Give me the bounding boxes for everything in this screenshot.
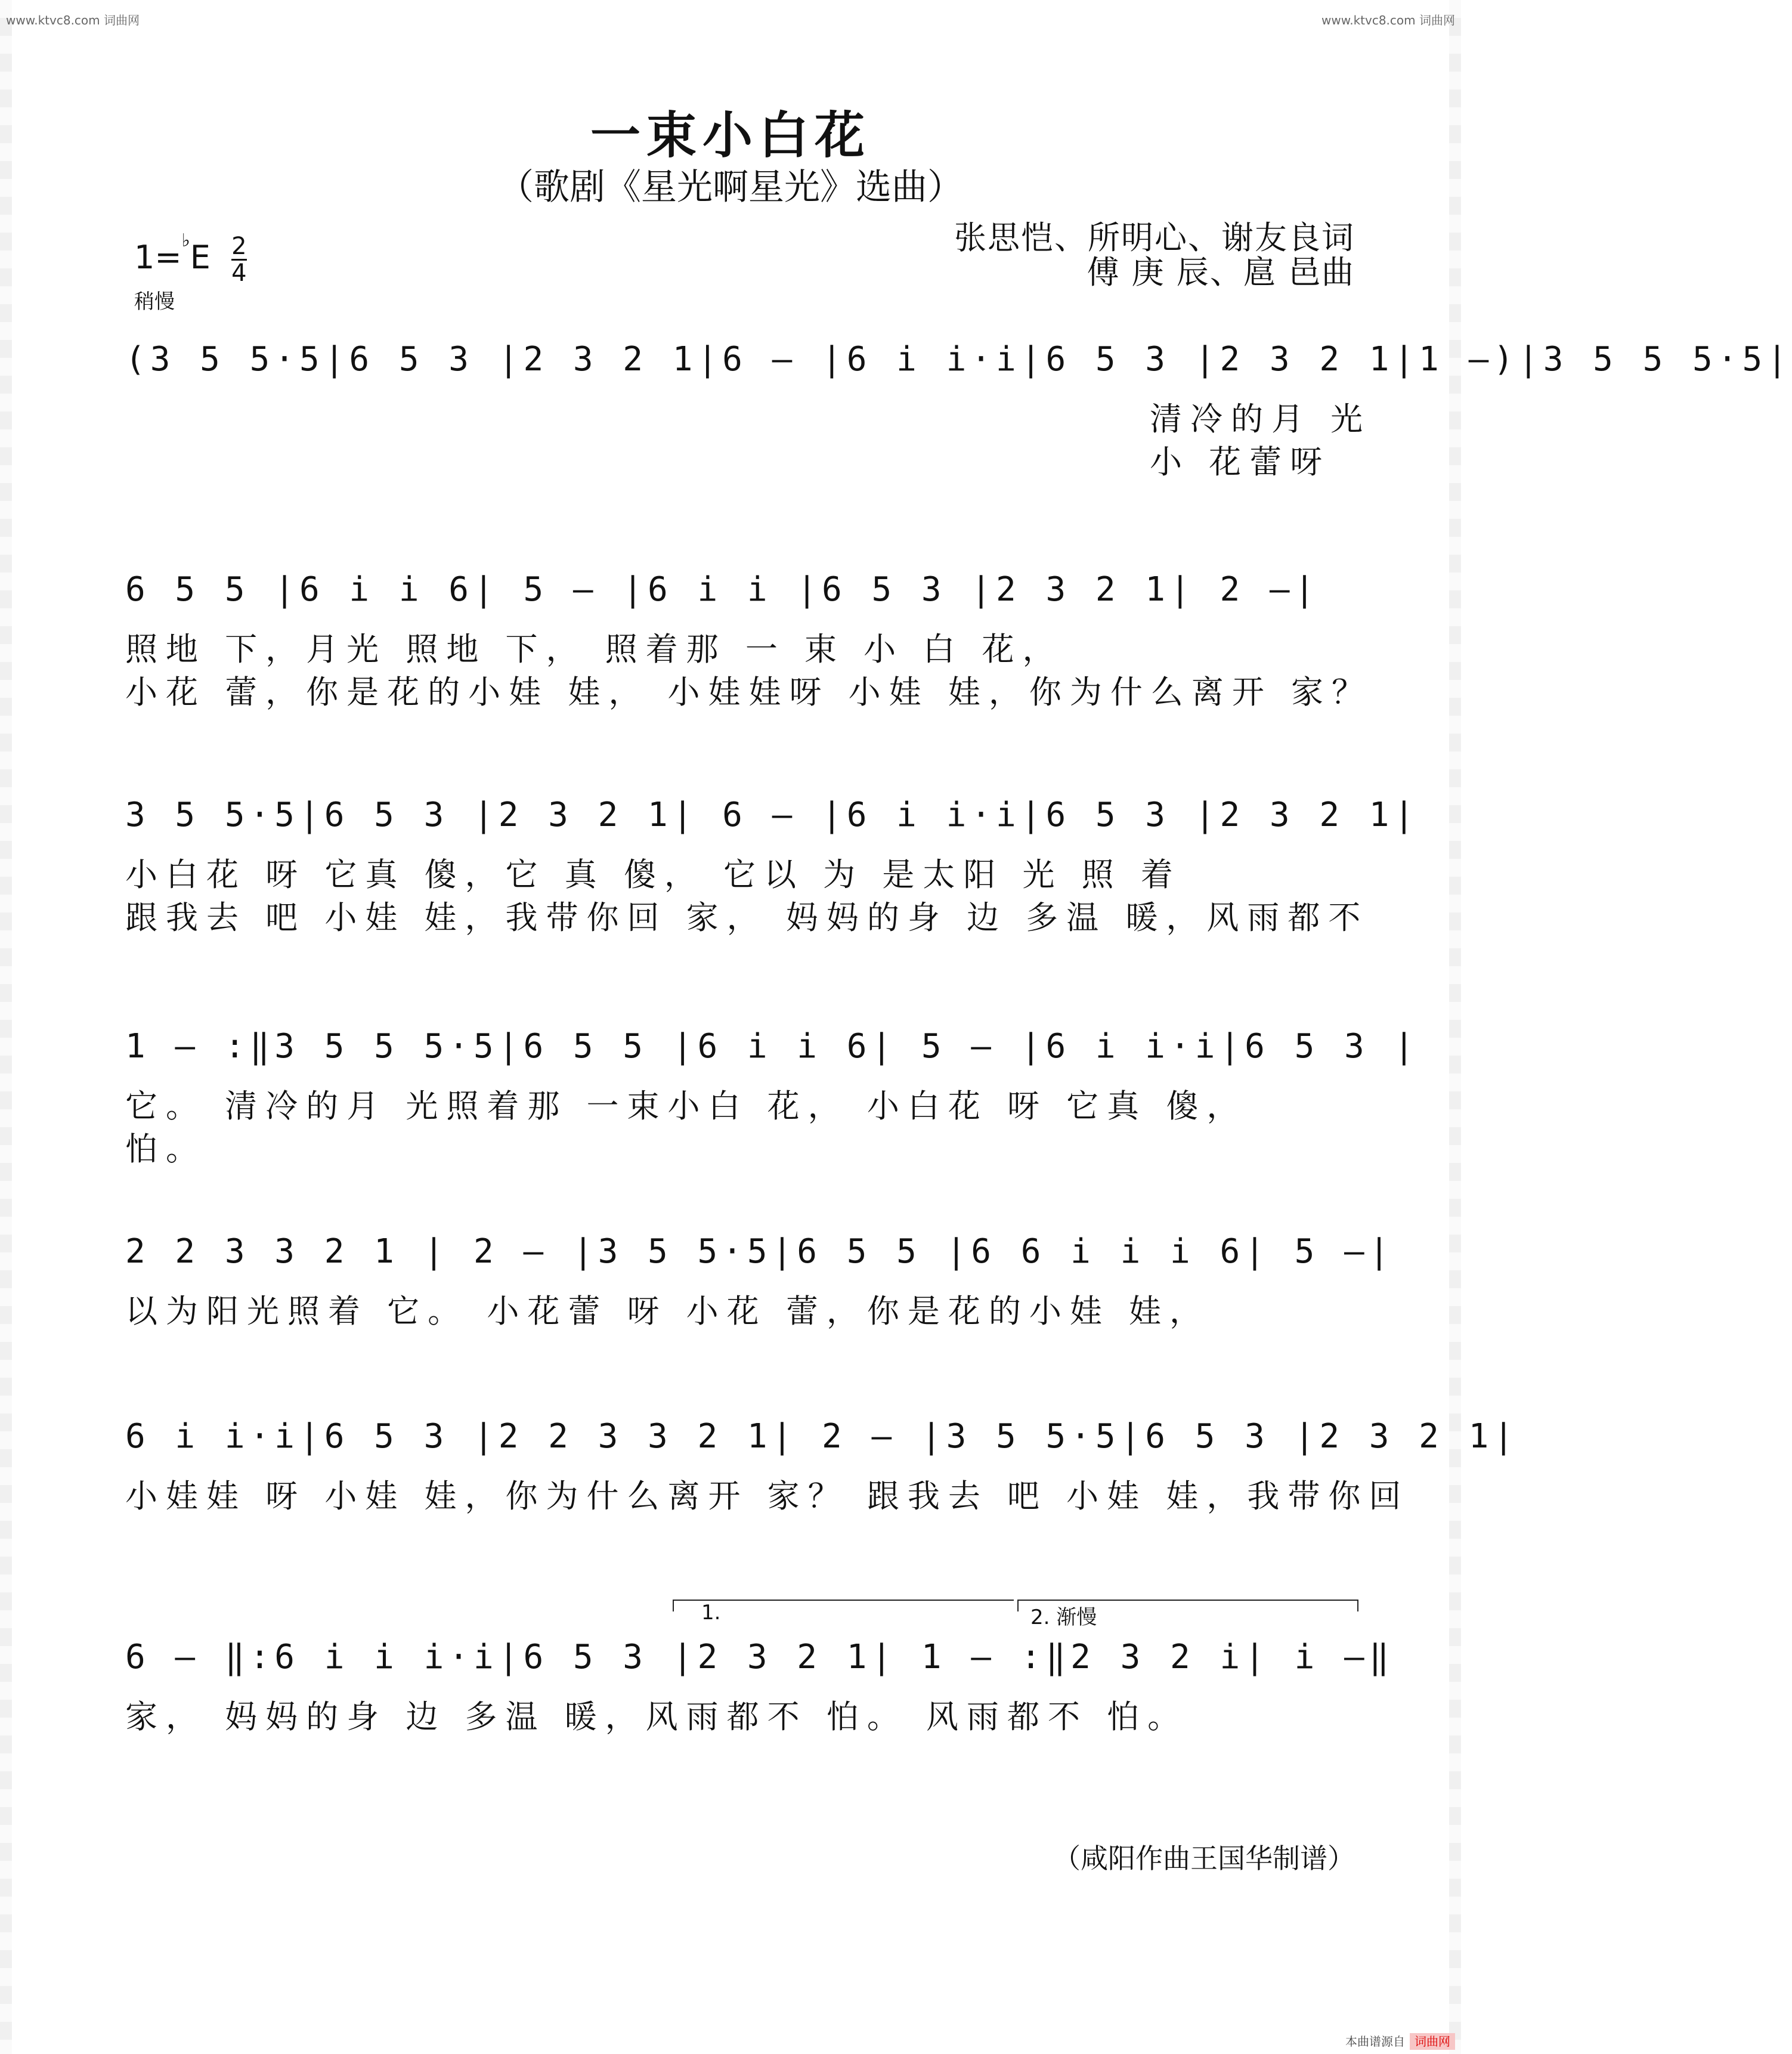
watermark-badge: 词曲网 (1410, 2033, 1455, 2050)
lyric-line-2b: 小花 蕾，你是花的小娃 娃， 小娃娃呀 小娃 娃，你为什么离开 家？ (125, 673, 1372, 711)
lyricist-credit: 张思恺、所明心、谢友良词 (954, 219, 1355, 256)
lyric-line-6a: 小娃娃 呀 小娃 娃，你为什么离开 家？ 跟我去 吧 小娃 娃，我带你回 (125, 1477, 1410, 1515)
lyric-line-3b: 跟我去 吧 小娃 娃，我带你回 家， 妈妈的身 边 多温 暖，风雨都不 (125, 899, 1369, 936)
lyric-line-1a: 清冷的月 光 (1150, 400, 1372, 438)
key-note: E (190, 239, 211, 277)
notation-line-1: (3 5 5·5|6 5 3 |2 3 2 1|6 – |6 i i·i|6 5 3 |2 3 2 1|1 –)|3 5 5 5·5| (125, 340, 1792, 379)
watermark-bottom (1345, 2032, 1455, 2049)
volta-1-label: 1. (701, 1601, 721, 1625)
watermark-bottom-text: 本曲谱源自 (1345, 2034, 1405, 2049)
lyric-line-3a: 小白花 呀 它真 傻，它 真 傻， 它以 为 是太阳 光 照 着 (125, 856, 1181, 893)
notation-line-3: 3 5 5·5|6 5 3 |2 3 2 1| 6 – |6 i i·i|6 5 3 |2 3 2 1| (125, 796, 1419, 834)
key-signature (134, 230, 247, 287)
lyric-line-5a: 以为阳光照着 它。 小花蕾 呀 小花 蕾，你是花的小娃 娃， (125, 1292, 1210, 1330)
lyric-line-4a: 它。 清冷的月 光照着那 一束小白 花， 小白花 呀 它真 傻， (125, 1087, 1248, 1125)
meter-top: 2 (231, 233, 247, 260)
flat-sign: ♭ (181, 230, 190, 251)
composer-credit: 傅 庚 辰、扈 邑曲 (1087, 253, 1355, 291)
transcriber-note: （咸阳作曲王国华制谱） (1053, 1842, 1355, 1874)
tempo-marking: 稍慢 (134, 290, 175, 314)
notation-line-6: 6 i i·i|6 5 3 |2 2 3 3 2 1| 2 – |3 5 5·5|6 5 3 |2 3 2 1| (125, 1417, 1519, 1456)
left-watermark-strip (0, 0, 12, 2054)
page-title: 一束小白花 (590, 106, 871, 165)
notation-line-5: 2 2 3 3 2 1 | 2 – |3 5 5·5|6 5 5 |6 6 i i i 6| 5 –| (125, 1232, 1394, 1271)
subtitle: （歌剧《星光啊星光》选曲） (498, 166, 963, 208)
lyric-line-7a: 家， 妈妈的身 边 多温 暖，风雨都不 怕。 风雨都不 怕。 (125, 1698, 1189, 1736)
key-prefix: 1= (134, 239, 182, 277)
lyric-line-4b: 怕。 (125, 1130, 206, 1168)
notation-line-4: 1 – :‖3 5 5 5·5|6 5 5 |6 i i 6| 5 – |6 i i·i|6 5 3 | (125, 1027, 1419, 1066)
right-watermark-strip (1449, 0, 1461, 2054)
lyric-line-1b: 小 花蕾呀 (1150, 443, 1331, 481)
notation-line-2: 6 5 5 |6 i i 6| 5 – |6 i i |6 5 3 |2 3 2 1| 2 –| (125, 570, 1320, 609)
volta-2-label: 2. 渐慢 (1030, 1606, 1097, 1629)
watermark-top-right: www.ktvc8.com 词曲网 (1321, 13, 1455, 27)
volta-bracket-1 (673, 1600, 1014, 1611)
watermark-top-left: www.ktvc8.com 词曲网 (6, 13, 140, 27)
notation-line-7: 6 – ‖:6 i i i·i|6 5 3 |2 3 2 1| 1 – :‖2 3 2 i| i –‖ (125, 1638, 1394, 1676)
meter-bottom: 4 (231, 259, 247, 287)
lyric-line-2a: 照地 下，月光 照地 下， 照着那 一 束 小 白 花， (125, 630, 1063, 668)
time-signature (231, 234, 246, 286)
